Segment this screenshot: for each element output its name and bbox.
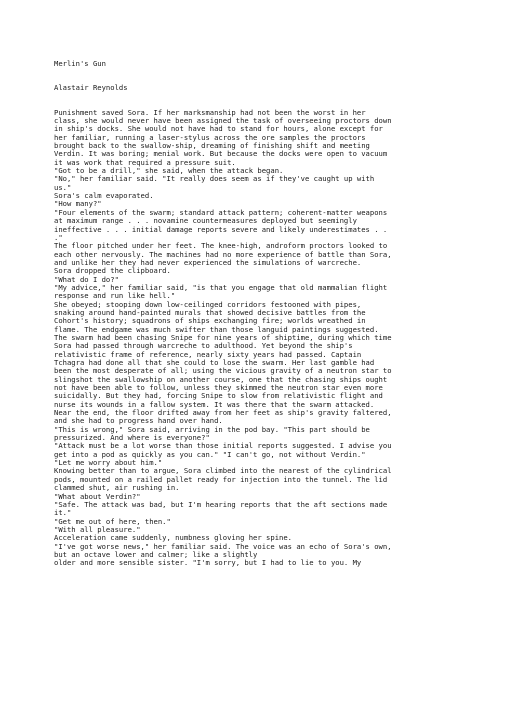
text-line: Knowing better than to argue, Sora climbed into the nearest of the cylindrical (54, 467, 392, 476)
text-line: Punishment saved Sora. If her marksmanship had not been the worst in her (54, 108, 366, 117)
text-line: Cohort's history; squadrons of ships exchanging fire; worlds wreathed in (54, 317, 366, 326)
text-line: "How many?" (54, 200, 102, 209)
text-line: not have been able to follow, unless they skimmed the neutron star even more (54, 384, 383, 393)
text-line: snaking around hand-painted murals that showed decisive battles from the (54, 308, 366, 317)
text-line: The swarm had been chasing Snipe for nine years of shiptime, during which time (54, 333, 392, 342)
text-line: suicidally. But they had, forcing Snipe to slow from relativistic flight and (54, 392, 383, 401)
document-title: Merlin's Gun (54, 60, 106, 68)
text-line: clammed shut, air rushing in. (54, 484, 180, 493)
text-line: us." (54, 183, 72, 192)
text-line: ineffective . . . initial damage reports severe and likely underestimates . . (54, 225, 388, 234)
document-author: Alastair Reynolds (54, 84, 128, 93)
text-line: "Got to be a drill," she said, when the attack began. (54, 167, 284, 176)
text-line: The floor pitched under her feet. The knee-high, androform proctors looked to (54, 242, 388, 251)
text-line: but an octave lower and calmer; like a slightly (54, 550, 258, 559)
text-line: "What about Verdin?" (54, 492, 141, 501)
text-line: Sora dropped the clipboard. (54, 267, 171, 276)
text-line: pods, mounted on a railed pallet ready for injection into the tunnel. The lid (54, 475, 388, 484)
text-line: it." (54, 509, 72, 518)
text-line: "I've got worse news," her familiar said. The voice was an echo of Sora's own, (54, 542, 392, 551)
text-line: flame. The endgame was much swifter than those languid paintings suggested. (54, 325, 379, 334)
text-line: and unlike her they had never experienced the simulations of warcreche. (54, 258, 362, 267)
text-line: Acceleration came suddenly, numbness gloving her spine. (54, 534, 292, 543)
text-line: in ship's docks. She would not have had to stand for hours, alone except for (54, 125, 383, 134)
text-line: "No," her familiar said. "It really does seem as if they've caught up with (54, 175, 375, 184)
text-line: at maximum range . . . novamine countermeasures deployed but seemingly (54, 217, 357, 226)
text-line: "My advice," her familiar said, "is that you engage that old mammalian flight (54, 283, 388, 292)
text-line: She obeyed; stooping down low-ceilinged corridors festooned with pipes, (54, 300, 362, 309)
text-line: response and run like hell." (54, 292, 176, 301)
text-line: ." (54, 233, 63, 242)
text-line: relativistic frame of reference, nearly sixty years had passed. Captain (54, 350, 362, 359)
text-line: slingshot the swallowship on another course, one that the chasing ships ought (54, 375, 388, 384)
text-line: brought back to the swallow-ship, dreaming of finishing shift and meeting (54, 142, 370, 151)
text-line: been the most desperate of all; using the vicious gravity of a neutron star to (54, 367, 392, 376)
text-line: class, she would never have been assigned the task of overseeing proctors down (54, 117, 392, 126)
document-body (54, 109, 472, 568)
text-line: Tchagra had done all that she could to lose the swarm. Her last gamble had (54, 359, 375, 367)
text-line: nurse its wounds in a fallow system. It was there that the swarm attacked. (54, 400, 375, 409)
text-line: pressurized. And where is everyone?" (54, 434, 210, 443)
text-line: "Four elements of the swarm; standard attack pattern; coherent-matter weapons (54, 208, 388, 217)
text-line: older and more sensible sister. "I'm sorry, but I had to lie to you. My (54, 559, 362, 568)
text-line: "Attack must be a lot worse than those initial reports suggested. I advise you (54, 442, 392, 451)
text-line: "With all pleasure." (54, 525, 141, 534)
text-line: her familiar, running a laser-stylus across the ore samples the proctors (54, 133, 366, 142)
text-line: and she had to progress hand over hand. (54, 417, 223, 426)
text-line: each other nervously. The machines had no more experience of battle than Sora, (54, 250, 392, 259)
text-line: "What do I do?" (54, 275, 119, 284)
text-line: "This is wrong," Sora said, arriving in the pod bay. "This part should be (54, 425, 370, 434)
text-line: get into a pod as quickly as you can." "I can't go, not without Verdin." (54, 450, 366, 459)
text-line: it was work that required a pressure suit. (54, 158, 236, 167)
text-line: Near the end, the floor drifted away from her feet as ship's gravity faltered, (54, 409, 392, 418)
text-line: "Get me out of here, then." (54, 517, 171, 526)
text-line: "Safe. The attack was bad, but I'm hearing reports that the aft sections made (54, 500, 388, 509)
text-line: Sora had passed through warcreche to adulthood. Yet beyond the ship's (54, 342, 353, 351)
text-line: "Let me worry about him." (54, 459, 163, 468)
text-line: Verdin. It was boring; menial work. But because the docks were open to vacuum (54, 150, 388, 159)
text-line: Sora's calm evaporated. (54, 192, 154, 201)
